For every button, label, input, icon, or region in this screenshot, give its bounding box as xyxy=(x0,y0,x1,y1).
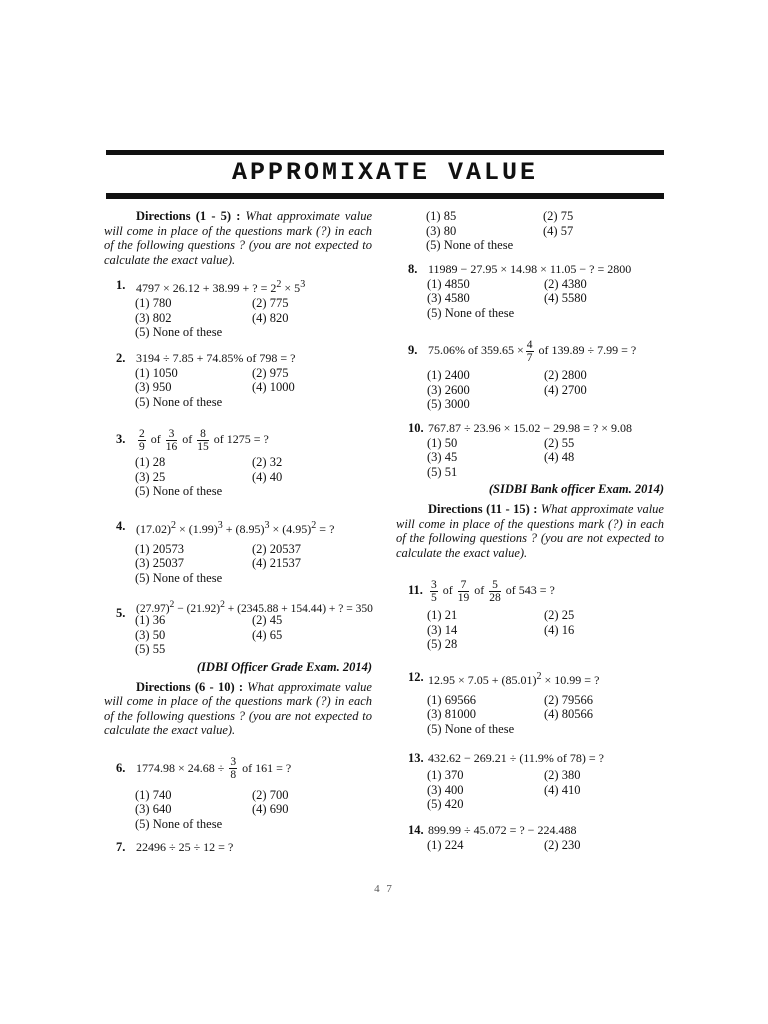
option: (4) 80566 xyxy=(544,707,593,721)
exam-source: (SIDBI Bank officer Exam. 2014) xyxy=(488,482,664,496)
option: (4) 48 xyxy=(544,450,575,464)
option: (5) None of these xyxy=(135,484,223,498)
option: (3) 4580 xyxy=(427,291,470,305)
question-13: 13. 432.62 − 269.21 ÷ (11.9% of 78) = ? (1) 370 (2) 380 (3) 400 (4) 410 (5) 420 xyxy=(396,748,664,812)
question-expression: 3194 ÷ 7.85 + 74.85% of 798 = ? xyxy=(136,350,296,365)
option: (4) 690 xyxy=(252,802,289,816)
option: (1) 28 xyxy=(135,455,166,469)
fraction: $\frac{4}{7}$ xyxy=(526,338,533,364)
option: (4) 40 xyxy=(252,469,283,484)
question-8: 8. 11989 − 27.95 × 14.98 × 11.05 − ? = 2800 (1) 4850 (2) 4380 (3) 4580 (4) 5580 (5) None of these xyxy=(396,261,664,321)
fraction: $\frac{2}{9}$ xyxy=(139,427,145,453)
option: (1) 85 xyxy=(426,209,457,223)
option: (3) 25037 xyxy=(135,556,184,570)
question-expression: 767.87 ÷ 23.96 × 15.02 − 29.98 = ? × 9.08 xyxy=(428,420,632,435)
question-expression: 899.99 ÷ 45.072 = ? − 224.488 xyxy=(428,822,577,837)
option: (5) None of these xyxy=(135,816,223,831)
option: (1) 1050 xyxy=(135,365,178,380)
option: (3) 802 xyxy=(135,310,172,325)
option: (5) 55 xyxy=(135,642,166,656)
option: (4) 16 xyxy=(544,622,575,637)
option: (4) 410 xyxy=(544,782,581,797)
left-column xyxy=(104,209,372,855)
fraction: $\frac{8}{15}$ xyxy=(197,427,209,453)
question-expression: $12.95 \times 7.05 + (85.01)^2 \times 10.99$ = ? xyxy=(428,670,600,687)
option: (5) None of these xyxy=(427,721,515,736)
question-expression: 75.06% of 359.65 × $\frac{4}{7}$ of 139.89 ÷ 7.99 = ? xyxy=(428,338,637,364)
question-7-options xyxy=(396,209,664,253)
option: (5) None of these xyxy=(135,394,223,409)
directions-6-10: Directions (6 - 10) : What approximate value will come in place of the questions mark (?) in each of the following questions ? (you are not expected to calculate the exact value). xyxy=(104,679,372,737)
option: (5) 420 xyxy=(427,797,464,811)
option: (2) 45 xyxy=(252,613,283,627)
option: (5) 3000 xyxy=(427,397,470,411)
question-2: 2. 3194 ÷ 7.85 + 74.85% of 798 = ? (1) 1050 (2) 975 (3) 950 (4) 1000 (5) None of these xyxy=(104,350,372,410)
question-4: 4. $(17.02)^2 \times (1.99)^3 + (8.95)^3 \times (4.95)^2$ = ? (1) 20573 (2) 20537 (3) 25037 (4) 21537 (5) None of these xyxy=(104,515,372,586)
question-expression: 11989 − 27.95 × 14.98 × 11.05 − ? = 2800 xyxy=(428,261,632,276)
option: (2) 380 xyxy=(544,768,581,782)
option: (3) 2600 xyxy=(427,382,470,397)
question-5: 5. $(27.97)^2 - (21.92)^2 + (2345.88 + 154.44)$ + ? = 350 (1) 36 (2) 45 (3) 50 (4) 65 (5) 55 xyxy=(116,599,373,656)
question-expression: $\frac{2}{9}$ of $\frac{3}{16}$ of $\frac{8}{15}$ of 1275 = ? xyxy=(139,427,269,453)
question-9: 9. 75.06% of 359.65 × $\frac{4}{7}$ of 139.89 ÷ 7.99 = ? (1) 2400 (2) 2800 (3) 2600 (4) 2700 (5) 3000 xyxy=(396,334,664,412)
option: (3) 80 xyxy=(426,223,457,238)
question-10: 10. 767.87 ÷ 23.96 × 15.02 − 29.98 = ? × 9.08 (1) 50 (2) 55 (3) 45 (4) 48 (5) 51 xyxy=(396,420,664,480)
page-number: 4 7 xyxy=(374,883,394,895)
option: (2) 75 xyxy=(543,209,574,223)
page-title: APPROMIXATE VALUE xyxy=(231,158,539,187)
directions-11-15: Directions (11 - 15) : What approximate value will come in place of the questions mark (?) in each of the following questions ? (you are not expected to calculate the exact value). xyxy=(396,502,664,560)
question-12: 12. $12.95 \times 7.05 + (85.01)^2 \times 10.99$ = ? (1) 69566 (2) 79566 (3) 81000 (4) 80566 (5) None of these xyxy=(396,666,664,737)
option: (2) 230 xyxy=(544,837,581,852)
fraction: $\frac{3}{16}$ xyxy=(165,427,178,453)
option: (5) None of these xyxy=(135,325,223,339)
option: (2) 700 xyxy=(252,787,289,802)
option: (2) 2800 xyxy=(544,368,587,382)
option: (4) 65 xyxy=(252,627,283,642)
option: (5) None of these xyxy=(135,570,223,585)
option: (5) None of these xyxy=(426,238,514,252)
question-expression: $(17.02)^2 \times (1.99)^3 + (8.95)^3 \times (4.95)^2$ = ? xyxy=(136,519,335,536)
option: (2) 775 xyxy=(252,296,289,310)
option: (1) 780 xyxy=(135,296,172,310)
question-6: 6. 1774.98 × 24.68 ÷ $\frac{3}{8}$ of 161 = ? (1) 740 (2) 700 (3) 640 (4) 690 (5) None of these xyxy=(104,752,372,832)
option: (3) 50 xyxy=(135,627,166,642)
option: (5) 28 xyxy=(427,637,458,651)
option: (1) 69566 xyxy=(427,692,476,707)
option: (3) 950 xyxy=(135,380,172,394)
directions-1-5: Directions (1 - 5) : What approximate value will come in place of the questions mark (?) in each of the following questions ? (you are not expected to calculate the exact value). xyxy=(104,209,372,267)
option: (3) 14 xyxy=(427,622,458,637)
option: (4) 57 xyxy=(543,223,574,238)
option: (2) 25 xyxy=(544,608,575,622)
option: (1) 50 xyxy=(427,435,458,450)
fraction: $\frac{3}{8}$ xyxy=(230,756,237,782)
option: (3) 400 xyxy=(427,782,464,797)
bottom-rule xyxy=(106,193,664,199)
option: (1) 20573 xyxy=(135,541,184,556)
option: (2) 79566 xyxy=(544,692,593,707)
question-7: 7. 22496 ÷ 25 ÷ 12 = ? xyxy=(116,840,234,854)
option: (3) 25 xyxy=(135,469,166,484)
question-expression: 22496 ÷ 25 ÷ 12 = ? xyxy=(136,840,234,854)
option: (2) 4380 xyxy=(544,276,587,291)
option: (1) 224 xyxy=(427,837,464,852)
question-11: 11. $\frac{3}{5}$ of $\frac{7}{19}$ of $\frac{5}{28}$ of 543 = ? (1) 21 (2) 25 (3) 14 (4) 16 (5) 28 xyxy=(396,574,664,652)
option: (3) 81000 xyxy=(427,707,476,721)
option: (1) 740 xyxy=(135,787,172,802)
option: (1) 370 xyxy=(427,768,464,782)
exam-source: (IDBI Officer Grade Exam. 2014) xyxy=(196,659,372,674)
option: (1) 4850 xyxy=(427,276,470,291)
option: (4) 21537 xyxy=(252,556,301,570)
option: (5) 51 xyxy=(427,464,458,479)
option: (4) 1000 xyxy=(252,380,295,394)
right-column xyxy=(396,209,664,852)
option: (4) 2700 xyxy=(544,382,587,397)
option: (5) None of these xyxy=(427,305,515,320)
fraction: $\frac{7}{19}$ xyxy=(457,578,470,604)
question-expression: 432.62 − 269.21 ÷ (11.9% of 78) = ? xyxy=(428,751,604,765)
question-expression: $\frac{3}{5}$ of $\frac{7}{19}$ of $\frac{5}{28}$ of 543 = ? xyxy=(431,578,555,604)
option: (2) 55 xyxy=(544,435,575,450)
fraction: $\frac{5}{28}$ xyxy=(489,578,501,604)
question-14: 14. 899.99 ÷ 45.072 = ? − 224.488 (1) 224 (2) 230 xyxy=(396,822,664,853)
question-1: 1. 4797 × 26.12 + 38.99 + ? = $2^2 \times 5^3$ (1) 780 (2) 775 (3) 802 (4) 820 (5) None of these xyxy=(104,277,372,340)
fraction: $\frac{3}{5}$ xyxy=(431,578,437,604)
option: (1) 21 xyxy=(427,608,458,622)
option: (4) 5580 xyxy=(544,291,587,305)
option: (1) 36 xyxy=(135,613,166,627)
option: (2) 975 xyxy=(252,365,289,380)
option: (3) 45 xyxy=(427,450,458,464)
top-rule xyxy=(106,150,664,155)
option: (2) 20537 xyxy=(252,541,301,556)
option: (2) 32 xyxy=(252,455,283,469)
question-expression: 1774.98 × 24.68 ÷ $\frac{3}{8}$ of 161 = ? xyxy=(136,756,292,782)
question-expression: 4797 × 26.12 + 38.99 + ? = $2^2 \times 5^3$ xyxy=(136,279,306,295)
question-3: 3. $\frac{2}{9}$ of $\frac{3}{16}$ of $\frac{8}{15}$ of 1275 = ? (1) 28 (2) 32 (3) 25 (4) 40 (5) None of these xyxy=(104,423,372,499)
option: (3) 640 xyxy=(135,802,172,816)
option: (4) 820 xyxy=(252,310,289,325)
option: (1) 2400 xyxy=(427,368,470,382)
question-expression: $(27.97)^2 - (21.92)^2 + (2345.88 + 154.44)$ + ? = 350 xyxy=(136,599,373,615)
